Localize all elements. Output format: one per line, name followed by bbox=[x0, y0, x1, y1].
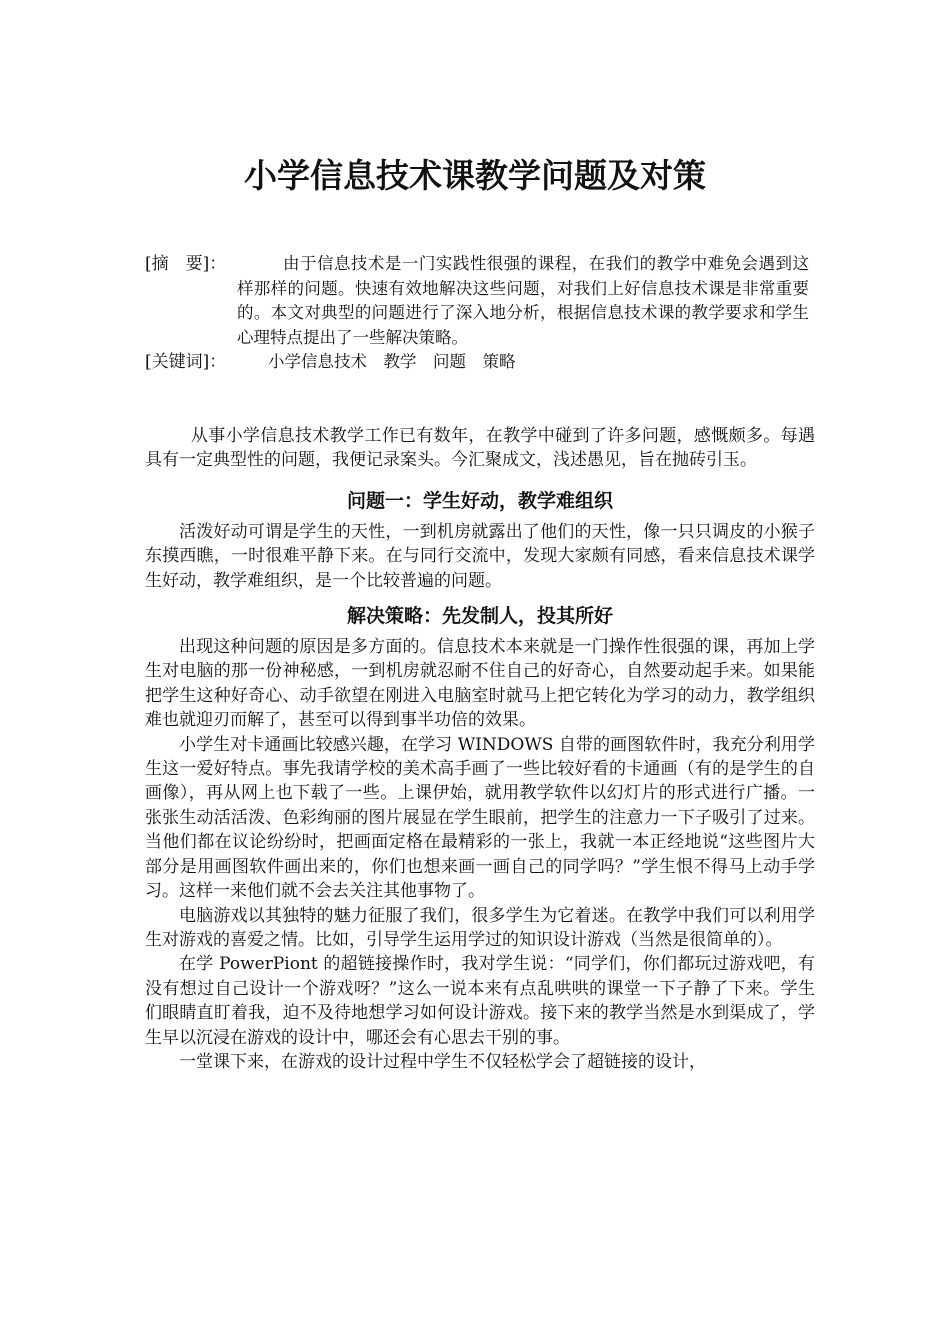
body-paragraph: 活泼好动可谓是学生的天性，一到机房就露出了他们的天性，像一只只调皮的小猴子东摸西瞧，一时很难平静下来。在与同行交流中，发现大家颇有同感，看来信息技术课学生好动，教学难组织，是一个比较普遍的问题。 bbox=[145, 521, 815, 591]
abstract-text: 由于信息技术是一门实践性很强的课程，在我们的教学中难免会遇到这样那样的问题。快速有效地解决这些问题，对我们上好信息技术课是非常重要的。本文对典型的问题进行了深入地分析，根据信息技术课的教学要求和学生心理特点提出了一些解决策略。 bbox=[237, 254, 809, 347]
keywords-text: 小学信息技术 教学 问题 策略 bbox=[268, 352, 516, 371]
body-paragraph: 在学 PowerPiont 的超链接操作时，我对学生说：“同学们，你们都玩过游戏吧，有没有想过自己设计一个游戏呀？”这么一说本来有点乱哄哄的课堂一下子静了下来。学生们眼睛直盯着我，迫不及待地想学习如何设计游戏。接下来的教学当然是水到渠成了，学生早以沉浸在游戏的设计中，哪还会有心思去干别的事。 bbox=[145, 954, 815, 1048]
document-body bbox=[145, 424, 815, 1074]
section-heading-strategy: 解决策略：先发制人，投其所好 bbox=[346, 605, 613, 628]
keywords-label: [关键词]： bbox=[145, 352, 227, 372]
document-title: 小学信息技术课教学问题及对策 bbox=[244, 156, 706, 196]
body-paragraph: 一堂课下来，在游戏的设计过程中学生不仅轻松学会了超链接的设计， bbox=[179, 1051, 706, 1072]
body-paragraph: 小学生对卡通画比较感兴趣，在学习 WINDOWS 自带的画图软件时，我充分利用学生这一爱好特点。事先我请学校的美术高手画了一些比较好看的卡通画（有的是学生的自画像），再从网上也下载了一些。上课伊始，就用教学软件以幻灯片的形式进行广播。一张张生动活活泼、色彩绚丽的图片展显在学生眼前，把学生的注意力一下子吸引了过来。当他们都在议论纷纷时，把画面定格在最精彩的一张上，我就一本正经地说“这些图片大部分是用画图软件画出来的，你们也想来画一画自己的同学吗？”学生恨不得马上动手学习。这样一来他们就不会去关注其他事物了。 bbox=[145, 734, 815, 902]
body-paragraph: 电脑游戏以其独特的魅力征服了我们，很多学生为它着迷。在教学中我们可以利用学生对游戏的喜爱之情。比如，引导学生运用学过的知识设计游戏（当然是很简单的）。 bbox=[145, 905, 815, 950]
intro-paragraph: 从事小学信息技术教学工作已有数年，在教学中碰到了许多问题，感慨颇多。每遇具有一定典型性的问题，我便记录案头。今汇聚成文，浅述愚见，旨在抛砖引玉。 bbox=[145, 426, 815, 471]
abstract-label: [摘 要]： bbox=[145, 254, 227, 274]
body-paragraph: 出现这种问题的原因是多方面的。信息技术本来就是一门操作性很强的课，再加上学生对电脑的那一份神秘感，一到机房就忍耐不住自己的好奇心，自然要动起手来。如果能把学生这种好奇心、动手欲望在刚进入电脑室时就马上把它转化为学习的动力，教学组织难也就迎刃而解了，甚至可以得到事半功倍的效果。 bbox=[145, 637, 815, 731]
section-heading-problem-1: 问题一：学生好动，教学难组织 bbox=[346, 489, 613, 512]
